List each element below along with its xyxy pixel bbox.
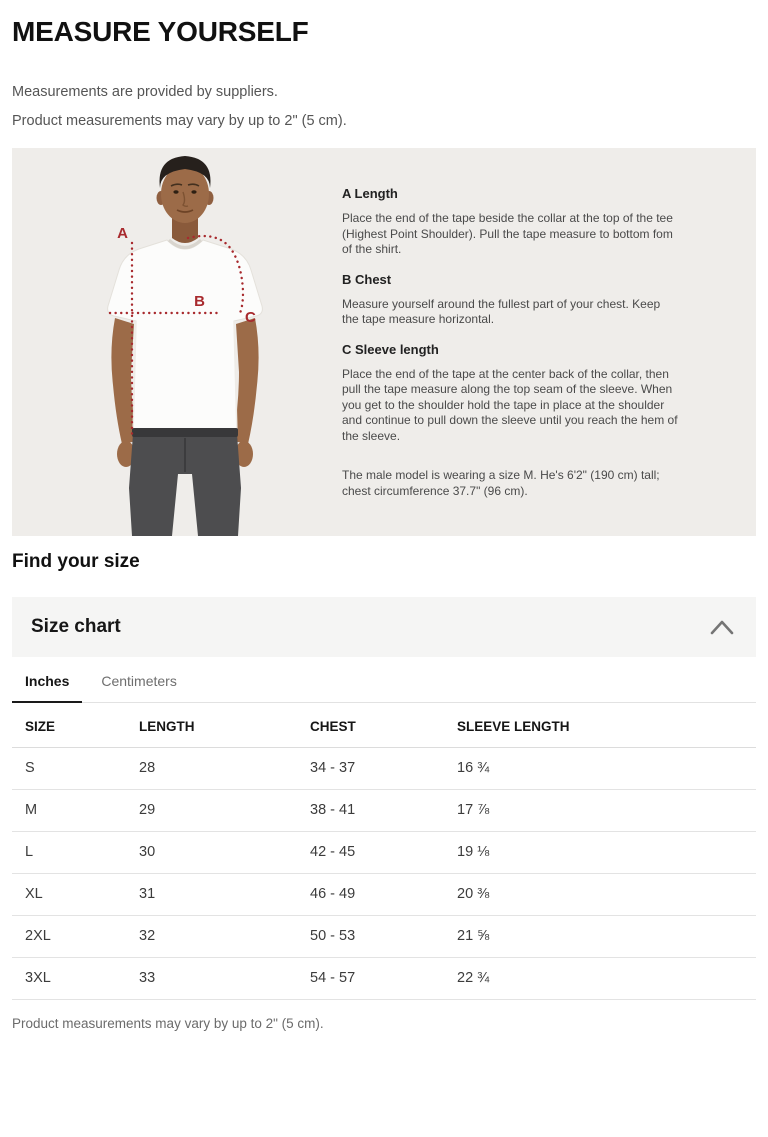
- cell-chest: 42 - 45: [310, 832, 457, 874]
- cell-length: 28: [139, 748, 310, 790]
- cell-length: 33: [139, 958, 310, 1000]
- table-row: [12, 832, 756, 874]
- size-table-body: [12, 748, 756, 1000]
- col-length: LENGTH: [139, 703, 310, 748]
- cell-size: 2XL: [12, 916, 139, 958]
- model-photo: [12, 148, 342, 536]
- find-your-size-heading: Find your size: [12, 551, 140, 572]
- section-a-heading: A Length: [342, 186, 398, 201]
- supplier-note: Measurements are provided by suppliers.: [12, 84, 278, 100]
- section-b-heading: B Chest: [342, 271, 392, 287]
- label-c: C: [245, 309, 256, 326]
- table-row: [12, 916, 756, 958]
- section-c-heading: C Sleeve length: [342, 341, 439, 357]
- cell-sleeve: 22 ¾: [457, 958, 756, 1000]
- cell-length: 32: [139, 916, 310, 958]
- cell-length: 29: [139, 790, 310, 832]
- col-sleeve-length: SLEEVE LENGTH: [457, 703, 756, 748]
- chevron-up-icon[interactable]: [706, 615, 738, 639]
- size-chart-toggle[interactable]: [12, 597, 756, 657]
- col-size: SIZE: [12, 703, 139, 748]
- cell-chest: 34 - 37: [310, 748, 457, 790]
- unit-tabs: [12, 659, 756, 703]
- cell-chest: 50 - 53: [310, 916, 457, 958]
- cell-size: S: [12, 748, 139, 790]
- size-chart-table: [12, 703, 756, 1000]
- section-b-body: Measure yourself around the fullest part of your chest. Keep the tape measure horizontal.: [342, 296, 661, 326]
- label-a: A: [117, 225, 128, 242]
- cell-chest: 38 - 41: [310, 790, 457, 832]
- model-note: The male model is wearing a size M. He's 6'2" (190 cm) tall; chest circumference 37.7" (96 cm).: [342, 468, 660, 498]
- table-row: [12, 790, 756, 832]
- table-row: [12, 958, 756, 1000]
- footer-variance-note: Product measurements may vary by up to 2" (5 cm).: [12, 1016, 324, 1031]
- cell-length: 31: [139, 874, 310, 916]
- cell-size: L: [12, 832, 139, 874]
- tab-inches[interactable]: Inches: [12, 659, 82, 703]
- cell-sleeve: 20 ⅜: [457, 874, 756, 916]
- cell-size: M: [12, 790, 139, 832]
- tab-centimeters[interactable]: Centimeters: [101, 673, 177, 689]
- cell-sleeve: 19 ⅛: [457, 832, 756, 874]
- measurement-guide-panel: [12, 148, 756, 536]
- label-b: B: [194, 293, 205, 310]
- col-chest: CHEST: [310, 703, 457, 748]
- cell-chest: 46 - 49: [310, 874, 457, 916]
- cell-chest: 54 - 57: [310, 958, 457, 1000]
- cell-size: 3XL: [12, 958, 139, 1000]
- size-chart-title: Size chart: [31, 616, 121, 637]
- table-row: [12, 748, 756, 790]
- table-row: [12, 874, 756, 916]
- cell-length: 30: [139, 832, 310, 874]
- cell-size: XL: [12, 874, 139, 916]
- section-c-body: Place the end of the tape at the center back of the collar, then pull the tape measure along the top seam of the sleeve. When you get to the shoulder hold the tape in place at the shoulder and continue to pull down the sleeve until you reach the hem of the sleeve.: [342, 366, 678, 443]
- cell-sleeve: 17 ⅞: [457, 790, 756, 832]
- measurement-instructions: [342, 148, 756, 536]
- page-title: MEASURE YOURSELF: [12, 16, 309, 47]
- cell-sleeve: 21 ⅝: [457, 916, 756, 958]
- model-illustration: [12, 148, 342, 536]
- size-table-header: [12, 703, 756, 748]
- variance-note: Product measurements may vary by up to 2" (5 cm).: [12, 113, 347, 129]
- section-a-body: Place the end of the tape beside the collar at the top of the tee (Highest Point Shoulder). Pull the tape measure to bottom fom of the shirt.: [342, 211, 673, 256]
- cell-sleeve: 16 ¾: [457, 748, 756, 790]
